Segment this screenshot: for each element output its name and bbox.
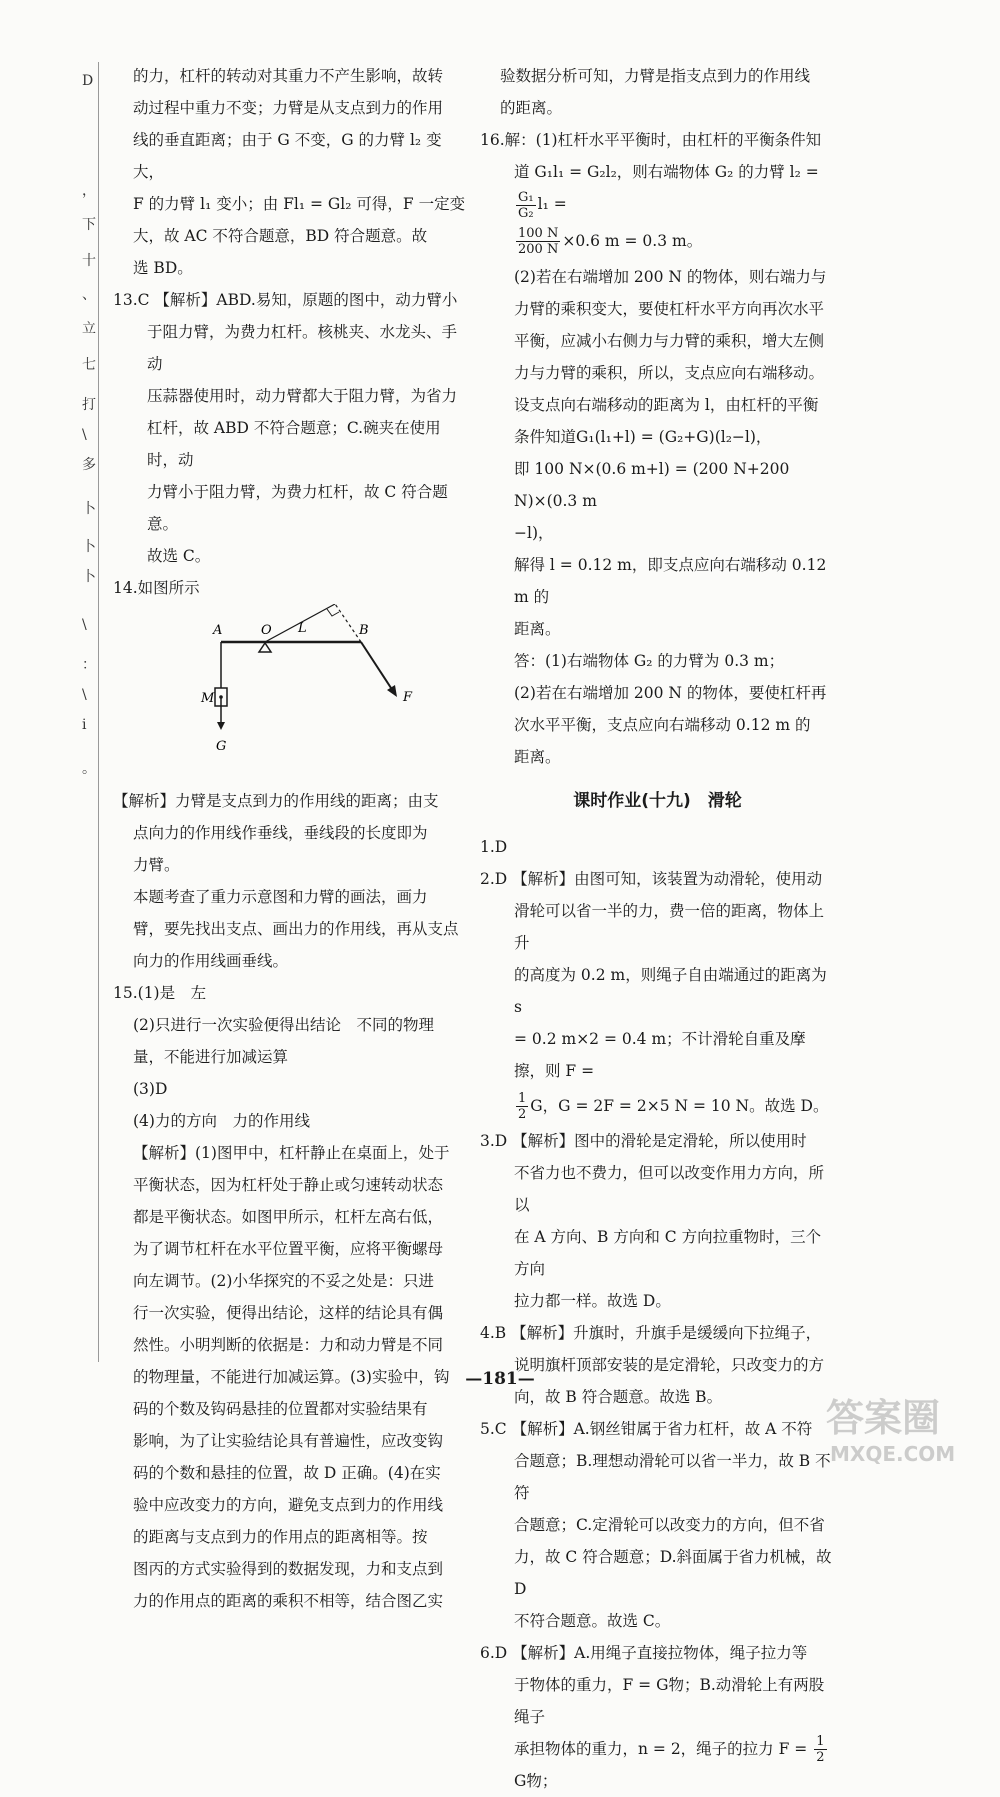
answer-13-line: 13.C 【解析】ABD.易知，原题的图中，动力臂小 [113,284,468,316]
text-line: 合题意；B.理想动滑轮可以省一半力，故 B 不符 [480,1445,835,1509]
text-line: 滑轮可以省一半的力，费一倍的距离，物体上升 [480,895,835,959]
column-divider [98,62,99,1362]
page-number: —181— [0,1363,1000,1395]
formula-text: 承担物体的重力，n = 2，绳子的拉力 F = [514,1740,807,1758]
text-line: 向左调节。(2)小华探究的不妥之处是：只进 [113,1265,468,1297]
margin-glyph: 卜 [82,502,96,516]
text-line: 力的作用点的距离的乘积不相等，结合图乙实 [113,1585,468,1617]
margin-glyph: 十 [82,254,96,268]
text-line: 次水平平衡，支点应向右端移动 0.12 m 的 [480,709,835,741]
text-line: F 的力臂 l₁ 变小；由 Fl₁ = Gl₂ 可得，F 一定变 [113,188,468,220]
text-line: 点向力的作用线作垂线，垂线段的长度即为 [113,817,468,849]
margin-glyph: 卜 [82,570,96,584]
formula-text: ×0.6 m = 0.3 m。 [562,232,702,250]
fraction-numerator: 1 [814,1734,826,1750]
text-line: 行一次实验，便得出结论，这样的结论具有偶 [113,1297,468,1329]
margin-glyph: 立 [82,322,96,336]
label-M: M [200,691,215,706]
margin-glyph: ： [82,658,96,672]
label-A: A [212,623,222,638]
answer-4-line: 4.B 【解析】升旗时，升旗手是缓缓向下拉绳子， [480,1317,835,1349]
text-line: 平衡，应减小右侧力与力臂的乘积，增大左侧 [480,325,835,357]
gravity-arrowhead [217,722,225,730]
fraction-one-half [814,1734,826,1765]
label-O: O [261,623,272,638]
text-line: 答：(1)右端物体 G₂ 的力臂为 0.3 m； [480,645,835,677]
margin-glyph: 下 [82,218,96,232]
text-line: (2)若在右端增加 200 N 的物体，则右端力与 [480,261,835,293]
text-line: 本题考查了重力示意图和力臂的画法，画力 [113,881,468,913]
text-line: 于阻力臂，为费力杠杆。核桃夹、水龙头、手动 [113,316,468,380]
text-line: 臂，要先找出支点、画出力的作用线，再从支点 [113,913,468,945]
text-line: −l)， [480,517,835,549]
fulcrum-icon [259,643,271,652]
text-line: (4)力的方向 力的作用线 [113,1105,468,1137]
text-line: 距离。 [480,613,835,645]
fraction-denominator: G₂ [516,206,536,221]
text-line: 线的垂直距离；由于 G 不变，G 的力臂 l₂ 变大， [113,124,468,188]
text-line: 即 100 N×(0.6 m+l) = (200 N+200 N)×(0.3 m [480,453,835,517]
text-line: 码的个数和悬挂的位置，故 D 正确。(4)在实 [113,1457,468,1489]
text-line: 影响，为了让实验结论具有普遍性，应改变钩 [113,1425,468,1457]
formula-line [480,156,835,221]
text-line: (2)若在右端增加 200 N 的物体，要使杠杆再 [480,677,835,709]
text-line: 不省力也不费力，但可以改变作用力方向，所以 [480,1157,835,1221]
text-line: (3)D [113,1073,468,1105]
text-line: 解得 l = 0.12 m，即支点应向右端移动 0.12 m 的 [480,549,835,613]
text-line: 条件知道G₁(l₁+l) = (G₂+G)(l₂−l)， [480,421,835,453]
answer-2-line: 2.D 【解析】由图可知，该装置为动滑轮，使用动 [480,863,835,895]
label-G: G [216,739,226,754]
fraction-denominator: 2 [814,1750,826,1765]
answer-1-line: 1.D [480,831,835,863]
fraction-g1-g2 [516,190,536,221]
right-column [480,60,835,1797]
formula-line [480,221,835,261]
text-line: 平衡状态，因为杠杆处于静止或匀速转动状态 [113,1169,468,1201]
text-line: 验中应改变力的方向，避免支点到力的作用线 [113,1489,468,1521]
text-line: 的距离。 [480,92,835,124]
fraction-numerator: 1 [516,1091,528,1107]
margin-glyph: \ [82,618,87,632]
watermark-url: MXQE.COM [830,1442,955,1466]
force-arrowhead [387,685,397,697]
text-line: 动过程中重力不变；力臂是从支点到力的作用 [113,92,468,124]
text-line: 向，故 B 符合题意。故选 B。 [480,1381,835,1413]
text-line: 量，不能进行加减运算 [113,1041,468,1073]
force-arrow [361,642,393,691]
fraction-numerator: G₁ [516,190,536,206]
margin-glyph: \ [82,688,87,702]
right-angle-mark [327,609,339,616]
margin-glyph: 、 [82,288,96,302]
margin-glyph: 多 [82,458,96,472]
fraction-one-half [516,1091,528,1122]
fraction-numerator: 100 N [516,226,560,242]
text-line: 验数据分析可知，力臂是指支点到力的作用线 [480,60,835,92]
force-action-line [331,604,361,642]
formula-text: l₁ = [538,195,567,213]
text-line: 距离。 [480,741,835,773]
formula-line [480,1087,835,1125]
text-line: 为了调节杠杆在水平位置平衡，应将平衡螺母 [113,1233,468,1265]
formula-text: G物； [514,1772,557,1790]
formula-text: G，G = 2F = 2×5 N = 10 N。故选 D。 [530,1097,828,1115]
text-line: 设支点向右端移动的距离为 l，由杠杆的平衡 [480,389,835,421]
fraction-denominator: 2 [516,1107,528,1122]
answer-3-line: 3.D 【解析】图中的滑轮是定滑轮，所以使用时 [480,1125,835,1157]
lever-diagram [113,604,468,774]
text-line: 【解析】(1)图甲中，杠杆静止在桌面上，处于 [113,1137,468,1169]
formula-text: 道 G₁l₁ = G₂l₂，则右端物体 G₂ 的力臂 l₂ = [514,163,819,181]
text-line: 选 BD。 [113,252,468,284]
watermark-logo [820,1385,990,1467]
fraction-100-200 [516,226,560,257]
answer-16-line: 16.解：(1)杠杆水平平衡时，由杠杆的平衡条件知 [480,124,835,156]
text-line: 力臂。 [113,849,468,881]
margin-glyph: 打 [82,398,96,412]
text-line: 大，故 AC 不符合题意，BD 符合题意。故 [113,220,468,252]
text-line: 合题意；C.定滑轮可以改变力的方向，但不省 [480,1509,835,1541]
text-line: 在 A 方向、B 方向和 C 方向拉重物时，三个方向 [480,1221,835,1285]
answer-5-line: 5.C 【解析】A.钢丝钳属于省力杠杆，故 A 不符 [480,1413,835,1445]
section-title: 课时作业(十九) 滑轮 [480,785,835,817]
label-L: L [297,621,307,636]
text-line: 故选 C。 [113,540,468,572]
text-line: 的物理量，不能进行加减运算。(3)实验中，钩 [113,1361,468,1393]
margin-glyph: \ [82,428,87,442]
text-line: 都是平衡状态。如图甲所示，杠杆左高右低， [113,1201,468,1233]
text-line: 的高度为 0.2 m，则绳子自由端通过的距离为 s [480,959,835,1023]
answer-15-line: 15.(1)是 左 [113,977,468,1009]
answer-6-line: 6.D 【解析】A.用绳子直接拉物体，绳子拉力等 [480,1637,835,1669]
text-line: 于物体的重力，F = G物；B.动滑轮上有两股绳子 [480,1669,835,1733]
text-line: 压蒜器使用时，动力臂都大于阻力臂，为省力 [113,380,468,412]
margin-glyph: 。 [82,762,96,776]
text-line: 【解析】力臂是支点到力的作用线的距离；由支 [113,785,468,817]
text-line: 说明旗杆顶部安装的是定滑轮，只改变力的方 [480,1349,835,1381]
text-line: 向力的作用线画垂线。 [113,945,468,977]
answer-14-line: 14.如图所示 [113,572,468,604]
text-line: 图丙的方式实验得到的数据发现，力和支点到 [113,1553,468,1585]
text-line: (2)只进行一次实验便得出结论 不同的物理 [113,1009,468,1041]
label-B: B [358,623,369,638]
text-line: 力与力臂的乘积，所以，支点应向右端移动。 [480,357,835,389]
text-line: 不符合题意。故选 C。 [480,1605,835,1637]
margin-glyph: D [82,74,93,88]
text-line: 杠杆，故 ABD 不符合题意；C.碗夹在使用时，动 [113,412,468,476]
text-line: 力臂的乘积变大，要使杠杆水平方向再次水平 [480,293,835,325]
watermark-title: 答案圈 [826,1396,940,1440]
margin-glyph: i [82,718,86,732]
margin-glyph: ， [82,184,96,198]
text-line: 力臂小于阻力臂，为费力杠杆，故 C 符合题意。 [113,476,468,540]
text-line: 拉力都一样。故选 D。 [480,1285,835,1317]
text-line: 然性。小明判断的依据是：力和动力臂是不同 [113,1329,468,1361]
margin-glyph: 卜 [82,540,96,554]
text-line: 力，故 C 符合题意；D.斜面属于省力机械，故 D [480,1541,835,1605]
text-line: 的力，杠杆的转动对其重力不产生影响，故转 [113,60,468,92]
formula-line [480,1733,835,1797]
text-line: = 0.2 m×2 = 0.4 m；不计滑轮自重及摩擦，则 F = [480,1023,835,1087]
text-line: 码的个数及钩码悬挂的位置都对实验结果有 [113,1393,468,1425]
text-line: 的距离与支点到力的作用点的距离相等。按 [113,1521,468,1553]
fraction-denominator: 200 N [516,242,560,257]
margin-glyph: 七 [82,358,96,372]
label-F: F [402,690,413,705]
